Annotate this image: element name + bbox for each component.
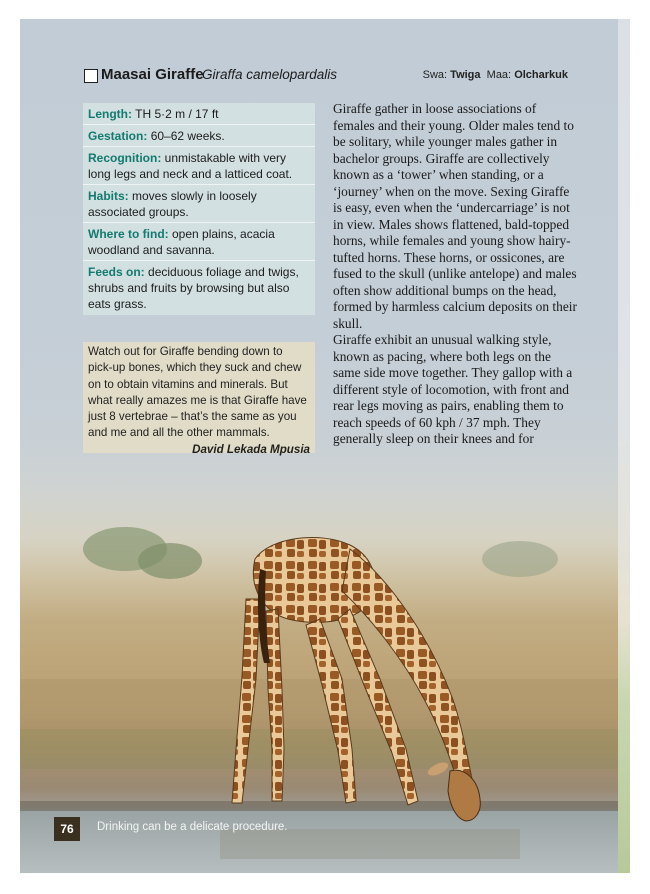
fact-label: Habits: <box>88 189 129 203</box>
fact-text: TH 5·2 m / 17 ft <box>135 107 219 121</box>
fact-label: Gestation: <box>88 129 148 143</box>
fact-length <box>83 103 315 125</box>
page-number: 76 <box>54 817 80 841</box>
fact-text: moves slowly in loosely associated groups. <box>88 189 257 219</box>
fact-text: open plains, acacia woodland and savanna. <box>88 227 275 257</box>
maa-name: Olcharkuk <box>514 69 568 81</box>
fact-text: 60–62 weeks. <box>150 129 225 143</box>
fact-label: Where to find: <box>88 227 169 241</box>
guide-quote <box>83 342 315 456</box>
body-paragraph: Giraffe gather in loose associations of females and their young. Older males tend to be solitary, while younger males gather in bachelor groups. Giraffe are collectively known as a ‘tower’ when standing, or a ‘journey’ when on the move. Sexing Giraffe is easy, even when the ‘undercarriage’ is not in view. Males shows flattened, bald-topped horns, while females and young show hairy-tufted horns. These horns, or ossicones, are fused to the skull (unlike antelope) and males often show additional bumps on the head, formed by harmless calcium deposits on their skull. <box>333 101 577 331</box>
photo-caption: Drinking can be a delicate procedure. <box>97 821 288 833</box>
swa-name: Twiga <box>450 69 481 81</box>
species-header <box>84 66 568 86</box>
scientific-name: Giraffa camelopardalis <box>202 67 338 82</box>
fact-label: Length: <box>88 107 132 121</box>
quote-text: Watch out for Giraffe bending down to pick-up bones, which they suck and chew on to obtain vitamins and minerals. But what really amazes me is that Giraffe have just 8 vertebrae – that’s the same as you and me and all the other mammals. <box>88 345 307 440</box>
fact-label: Recognition: <box>88 151 162 165</box>
fact-text: deciduous foliage and twigs, shrubs and fruits by browsing but also eats grass. <box>88 265 299 311</box>
common-name: Maasai Giraffe <box>101 66 204 83</box>
maa-label: Maa: <box>486 69 512 81</box>
facing-page-edge <box>618 19 630 873</box>
fact-habits <box>83 185 315 223</box>
body-text <box>333 101 579 448</box>
body-paragraph: Giraffe exhibit an unusual walking style, known as pacing, where both legs on the same side move together. They gallop with a different style of locomotion, with front and rear legs moving as pairs, enabling them to reach speeds of 60 kph / 37 mph. They generally sleep on their knees and for <box>333 332 573 446</box>
fact-where-to-find <box>83 223 315 261</box>
fact-recognition <box>83 147 315 185</box>
local-names <box>423 69 568 81</box>
fact-feeds-on <box>83 261 315 315</box>
quote-author: David Lekada Mpusia <box>192 442 310 456</box>
fact-gestation <box>83 125 315 147</box>
fact-text: unmistakable with very long legs and neck and a latticed coat. <box>88 151 293 181</box>
fact-box <box>83 103 315 315</box>
swa-label: Swa: <box>422 69 448 81</box>
fact-label: Feeds on: <box>88 265 145 279</box>
book-page <box>20 19 630 873</box>
tick-checkbox[interactable] <box>84 69 98 83</box>
giraffe-photo <box>20 449 630 873</box>
